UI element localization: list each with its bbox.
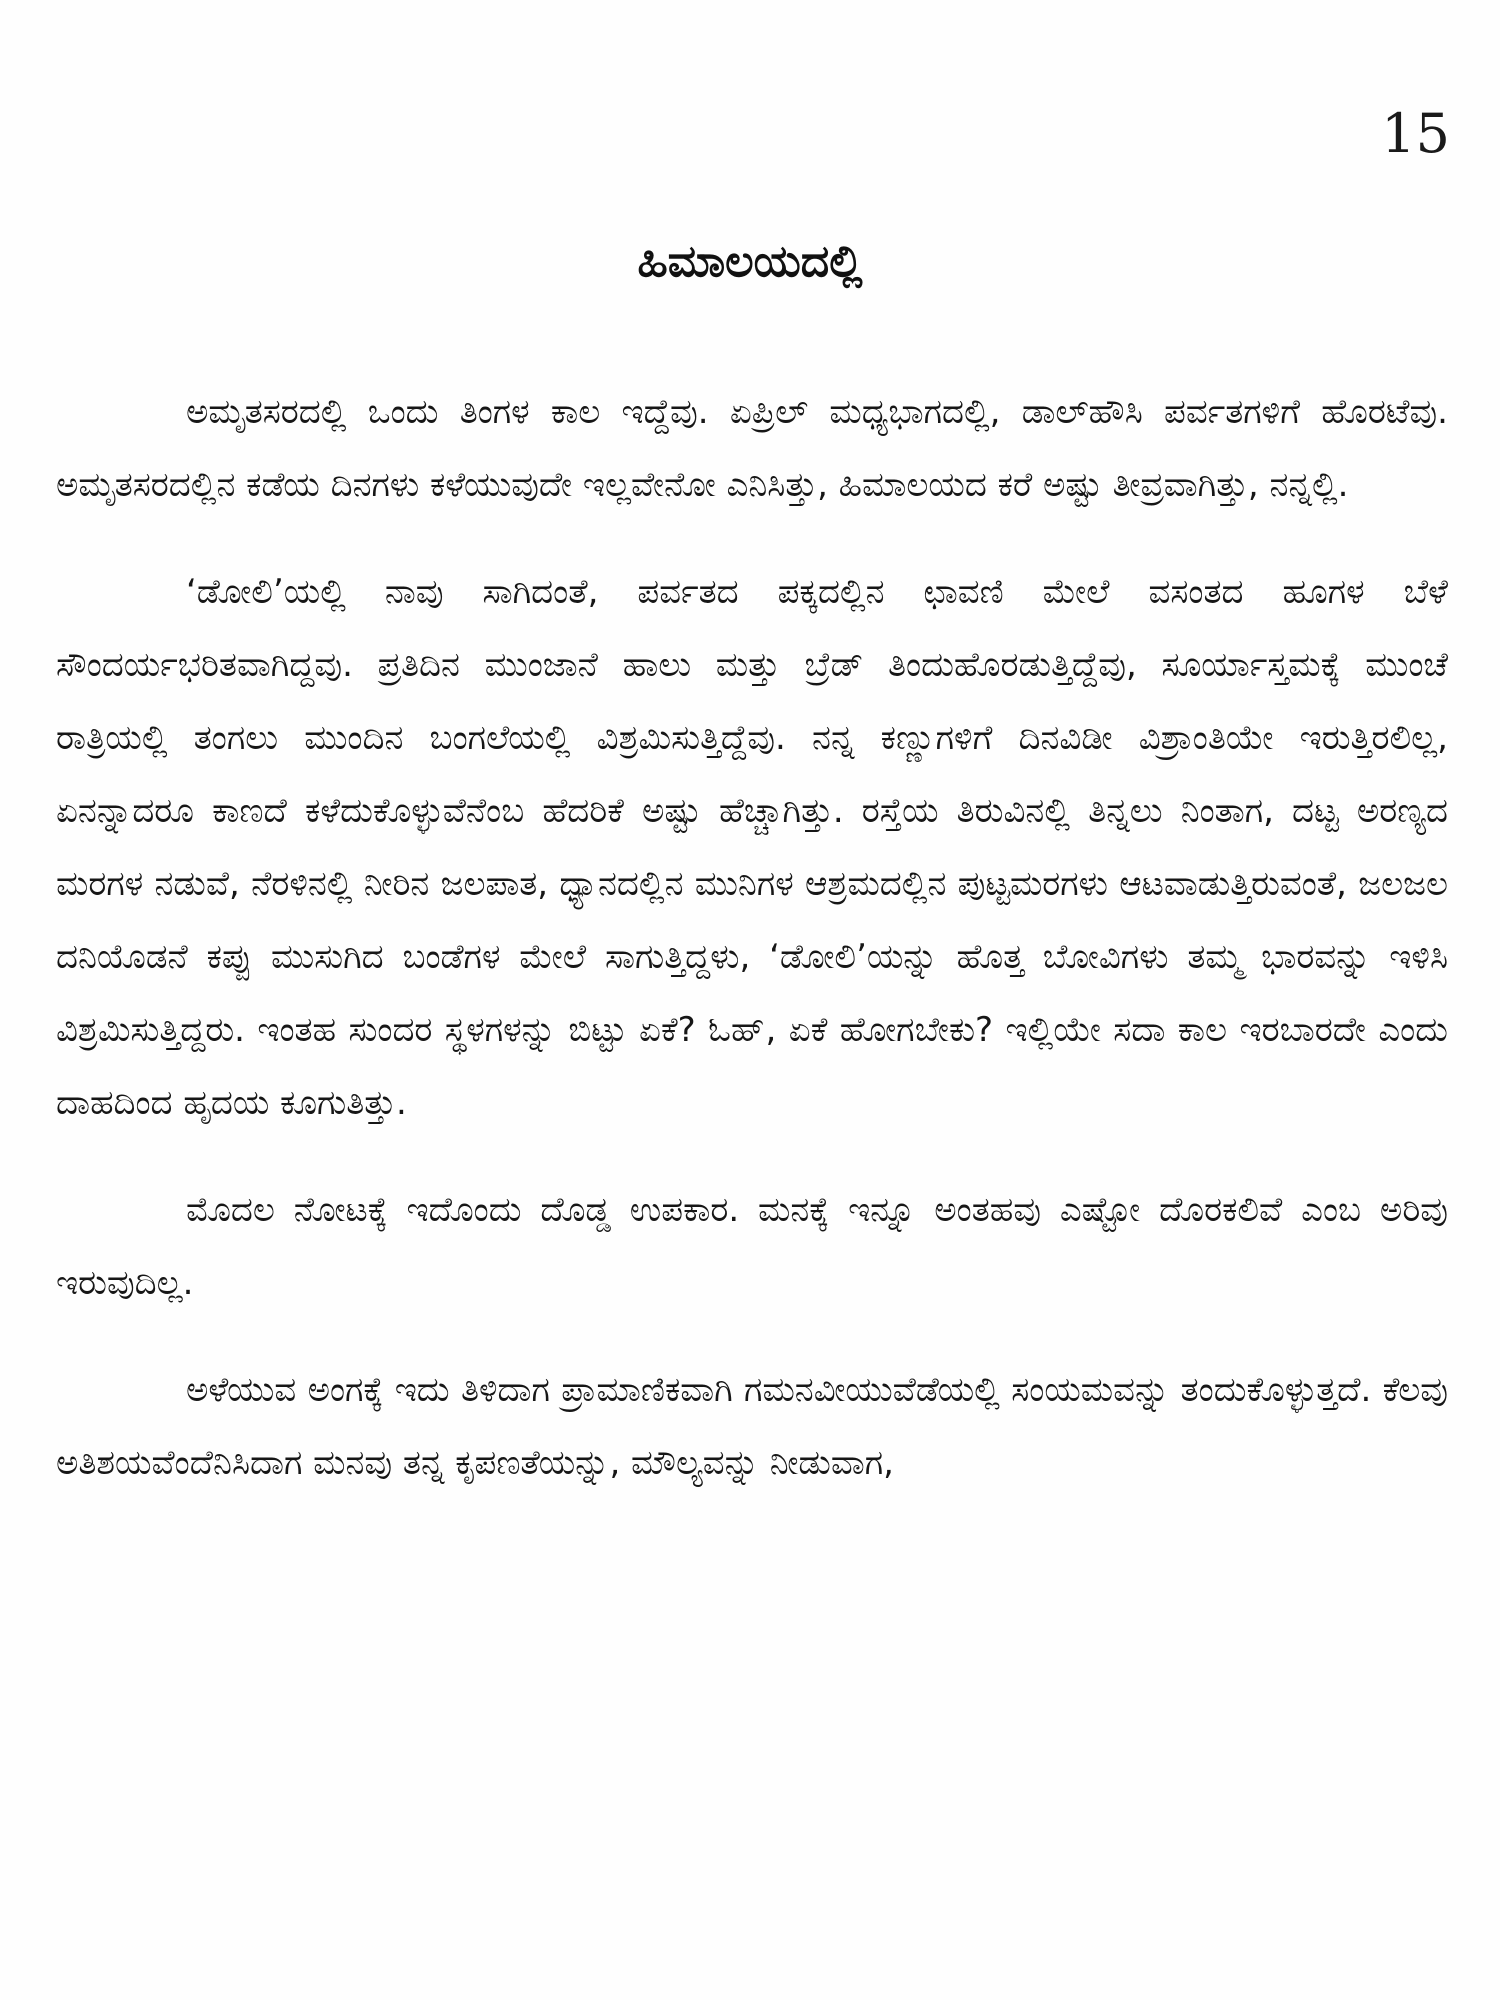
chapter-title: ಹಿಮಾಲಯದಲ್ಲಿ <box>637 236 863 287</box>
paragraph-1: ಅಮೃತಸರದಲ್ಲಿ ಒಂದು ತಿಂಗಳ ಕಾಲ ಇದ್ದೆವು. ಏಪ್ರಿಲ್ ಮಧ್ಯಭಾಗದಲ್ಲಿ, ಡಾಲ್‌ಹೌಸಿ ಪರ್ವತಗಳಿಗೆ ಹೊರಟೆವು. ಅಮೃತಸರದಲ್ಲಿನ ಕಡೆಯ ದಿನಗಳು ಕಳೆಯುವುದೇ ಇಲ್ಲವೇನೋ ಎನಿಸಿತ್ತು, ಹಿಮಾಲಯದ ಕರೆ ಅಷ್ಟು ತೀವ್ರವಾಗಿತ್ತು, ನನ್ನಲ್ಲಿ. <box>56 392 1448 505</box>
page-number: 15 <box>1381 102 1450 165</box>
paragraph-2: ‘ಡೋಲಿ’ಯಲ್ಲಿ ನಾವು ಸಾಗಿದಂತೆ, ಪರ್ವತದ ಪಕ್ಕದಲ್ಲಿನ ಛಾವಣಿ ಮೇಲೆ ವಸಂತದ ಹೂಗಳ ಬೆಳೆ ಸೌಂದರ್ಯಭರಿತವಾಗಿದ್ದವು. ಪ್ರತಿದಿನ ಮುಂಜಾನೆ ಹಾಲು ಮತ್ತು ಬ್ರೆಡ್ ತಿಂದುಹೊರಡುತ್ತಿದ್ದೆವು, ಸೂರ್ಯಾಸ್ತಮಕ್ಕೆ ಮುಂಚೆ ರಾತ್ರಿಯಲ್ಲಿ ತಂಗಲು ಮುಂದಿನ ಬಂಗಲೆಯಲ್ಲಿ ವಿಶ್ರಮಿಸುತ್ತಿದ್ದೆವು. ನನ್ನ ಕಣ್ಣುಗಳಿಗೆ ದಿನವಿಡೀ ವಿಶ್ರಾಂತಿಯೇ ಇರುತ್ತಿರಲಿಲ್ಲ, ಏನನ್ನಾದರೂ ಕಾಣದೆ ಕಳೆದುಕೊಳ್ಳುವೆನೆಂಬ ಹೆದರಿಕೆ ಅಷ್ಟು ಹೆಚ್ಚಾಗಿತ್ತು. ರಸ್ತೆಯ ತಿರುವಿನಲ್ಲಿ ತಿನ್ನಲು ನಿಂತಾಗ, ದಟ್ಟ ಅರಣ್ಯದ ಮರಗಳ ನಡುವೆ, ನೆರಳಿನಲ್ಲಿ ನೀರಿನ ಜಲಪಾತ, ಧ್ಯಾನದಲ್ಲಿನ ಮುನಿಗಳ ಆಶ್ರಮದಲ್ಲಿನ ಪುಟ್ಟಮರಗಳು ಆಟವಾಡುತ್ತಿರುವಂತೆ, ಜಲಜಲ ದನಿಯೊಡನೆ ಕಪ್ಪು ಮುಸುಗಿದ ಬಂಡೆಗಳ ಮೇಲೆ ಸಾಗುತ್ತಿದ್ದಳು, ‘ಡೋಲಿ’ಯನ್ನು ಹೊತ್ತ ಬೋವಿಗಳು ತಮ್ಮ ಭಾರವನ್ನು ಇಳಿಸಿ ವಿಶ್ರಮಿಸುತ್ತಿದ್ದರು. ಇಂತಹ ಸುಂದರ ಸ್ಥಳಗಳನ್ನು ಬಿಟ್ಟು ಏಕೆ? ಓಹ್, ಏಕೆ ಹೋಗಬೇಕು? ಇಲ್ಲಿಯೇ ಸದಾ ಕಾಲ ಇರಬಾರದೇ ಎಂದು ದಾಹದಿಂದ ಹೃದಯ ಕೂಗುತಿತ್ತು. <box>56 572 1448 1123</box>
paragraph-4: ಅಳೆಯುವ ಅಂಗಕ್ಕೆ ಇದು ತಿಳಿದಾಗ ಪ್ರಾಮಾಣಿಕವಾಗಿ ಗಮನವೀಯುವೆಡೆಯಲ್ಲಿ ಸಂಯಮವನ್ನು ತಂದುಕೊಳ್ಳುತ್ತದೆ. ಕೆಲವು ಅತಿಶಯವೆಂದೆನಿಸಿದಾಗ ಮನವು ತನ್ನ ಕೃಪಣತೆಯನ್ನು, ಮೌಲ್ಯವನ್ನು ನೀಡುವಾಗ, <box>56 1370 1448 1483</box>
body-text <box>56 376 1448 1500</box>
paragraph-3: ಮೊದಲ ನೋಟಕ್ಕೆ ಇದೊಂದು ದೊಡ್ಡ ಉಪಕಾರ. ಮನಕ್ಕೆ ಇನ್ನೂ ಅಂತಹವು ಎಷ್ಟೋ ದೊರಕಲಿವೆ ಎಂಬ ಅರಿವು ಇರುವುದಿಲ್ಲ. <box>56 1190 1448 1303</box>
